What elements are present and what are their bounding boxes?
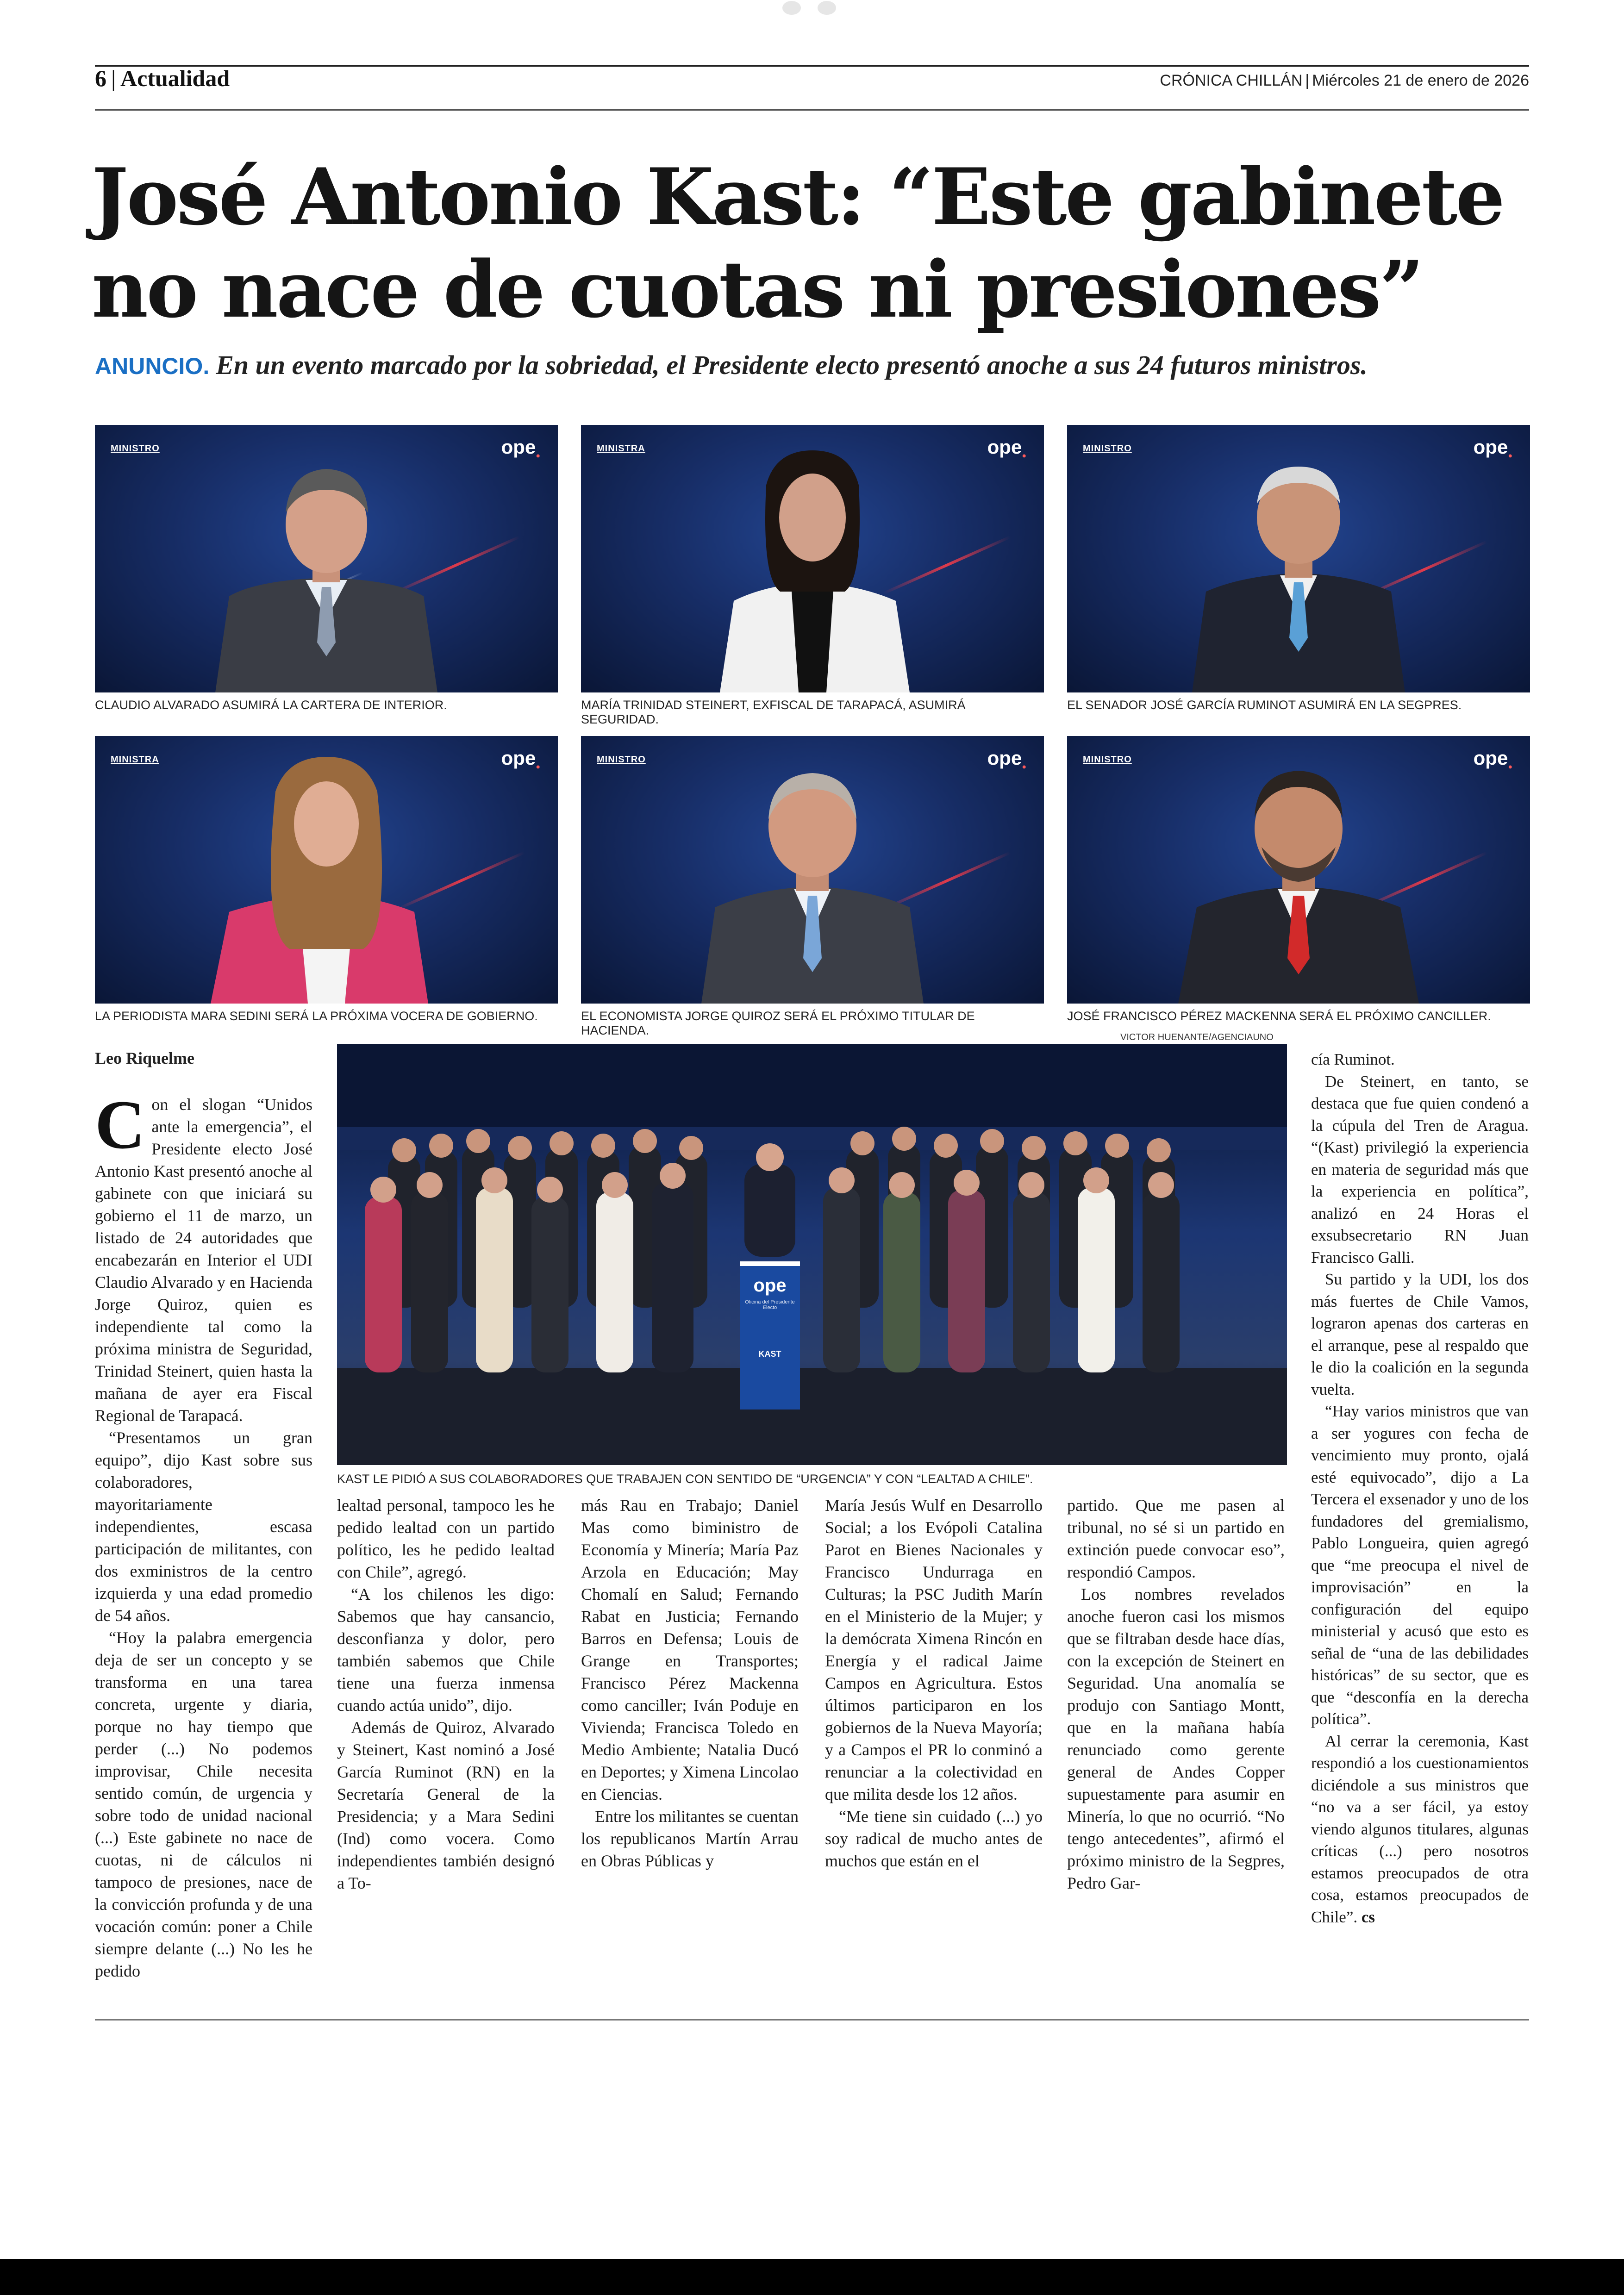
- photo-caption: EL SENADOR JOSÉ GARCÍA RUMINOT ASUMIRÁ EN LA SEGPRES.: [1067, 698, 1462, 712]
- page-number: 6: [95, 65, 106, 91]
- article-paragraph: partido. Que me pasen al tribunal, no sé si un partido en extinción puede convocar eso”, respondió Campos.: [1067, 1496, 1285, 1581]
- ope-logo: ope$_●$: [1473, 747, 1512, 771]
- group-photo-caption: KAST LE PIDIÓ A SUS COLABORADORES QUE TRABAJEN CON SENTIDO DE “URGENCIA” Y CON “LEALTAD A CHILE”.: [337, 1472, 1033, 1486]
- header-rule-bottom: [95, 109, 1529, 111]
- photo-minister-1: [95, 425, 558, 692]
- article-paragraph: lealtad personal, tampoco les he pedido lealtad con un partido político, les he pedido lealtad con Chile”, agregó.: [337, 1496, 555, 1581]
- photo-caption: CLAUDIO ALVARADO ASUMIRÁ LA CARTERA DE INTERIOR.: [95, 698, 447, 712]
- article-paragraph: “A los chilenos les digo: Sabemos que hay cansancio, desconfianza y dolor, pero también sabemos que Chile tiene una fuerza inmensa cuando actúa unido”, dijo.: [337, 1585, 555, 1715]
- portrait-woman: [95, 736, 558, 1004]
- article-column-4: [825, 1494, 1043, 1872]
- role-label: MINISTRO: [1083, 443, 1132, 454]
- header-rule-top: [95, 65, 1529, 67]
- article-paragraph: “Hay varios ministros que van a ser yogures con fecha de vencimiento muy pronto, ojalá esté equivocado”, dijo a La Tercera el exsenador y uno de los fundadores del gremialismo, Pablo Longueira, quien agregó que “me preocupa el nivel de improvisación” en la configuración del equipo ministerial y acusó que esto es señal de “una de las debilidades históricas” de su sector, que es que “desconfía en la derecha política”.: [1311, 1402, 1529, 1728]
- cabinet-group-illustration: [337, 1044, 1287, 1465]
- subheadline: [95, 349, 1368, 380]
- section-header: 6 | Actualidad: [95, 65, 230, 91]
- article-paragraph: Entre los militantes se cuentan los republicanos Martín Arrau en Obras Públicas y: [581, 1807, 799, 1870]
- section-name: Actualidad: [120, 65, 230, 91]
- article-paragraph: Con el slogan “Unidos ante la emergencia”, el Presidente electo José Antonio Kast presentó anoche al gabinete con que iniciará su gobierno el 11 de marzo, un listado de 24 autoridades que encabezarán en Interior el UDI Claudio Alvarado y en Hacienda Jorge Quiroz, quien es independiente tal como la próxima ministra de Seguridad, Trinidad Steinert, quien hasta la mañana de ayer era Fiscal Regional de Tarapacá.: [95, 1086, 312, 1425]
- portrait-man: [95, 425, 558, 692]
- footer-rule: [95, 2019, 1529, 2021]
- article-paragraph: cía Ruminot.: [1311, 1050, 1395, 1068]
- photo-minister-6: [1067, 736, 1530, 1004]
- subhead-tag: ANUNCIO.: [95, 353, 210, 379]
- photo-caption: EL ECONOMISTA JORGE QUIROZ SERÁ EL PRÓXIMO TITULAR DE HACIENDA.: [581, 1009, 975, 1037]
- article-column-2: [337, 1494, 555, 1894]
- portrait-man: [581, 736, 1044, 1004]
- issue-date: Miércoles 21 de enero de 2026: [1312, 72, 1529, 89]
- article-paragraph: Además de Quiroz, Alvarado y Steinert, Kast nominó a José García Ruminot (RN) en la Secretaría General de la Presidencia; y a Mara Sedini (Ind) como vocera. Como independientes también designó a To-: [337, 1718, 555, 1892]
- photo-minister-5: [581, 736, 1044, 1004]
- podium-logo: ope: [753, 1275, 787, 1296]
- photo-caption: JOSÉ FRANCISCO PÉREZ MACKENNA SERÁ EL PRÓXIMO CANCILLER.: [1067, 1009, 1491, 1023]
- photo-caption: LA PERIODISTA MARA SEDINI SERÁ LA PRÓXIMA VOCERA DE GOBIERNO.: [95, 1009, 538, 1023]
- podium-subtitle: Oficina del Presidente Electo: [745, 1299, 795, 1310]
- article-paragraph: De Steinert, en tanto, se destaca que fue quien condenó a la cúpula del Tren de Aragua. “(Kast) privilegió la experiencia en materia de seguridad más que la experiencia en política”, analizó en 24 Horas el exsubsecretario RN Juan Francisco Galli.: [1311, 1072, 1529, 1266]
- ope-logo: ope$_●$: [1473, 436, 1512, 460]
- newspaper-dateline: CRÓNICA CHILLÁN | Miércoles 21 de enero de 2026: [1160, 72, 1529, 89]
- role-label: MINISTRA: [597, 443, 645, 454]
- subhead-text: En un evento marcado por la sobriedad, el Presidente electo presentó anoche a sus 24 futuros ministros.: [216, 350, 1368, 380]
- role-label: MINISTRA: [111, 755, 159, 765]
- drop-cap: C: [95, 1086, 145, 1163]
- article-paragraph: más Rau en Trabajo; Daniel Mas como biministro de Economía y Minería; María Paz Arzola en Educación; May Chomalí en Salud; Fernando Rabat en Justicia; Fernando Barros en Defensa; Louis de Grange en Transportes; Francisco Pérez Mackenna como canciller; Iván Poduje en Vivienda; Francisca Toledo en Medio Ambiente; Natalia Ducó en Deportes; y Ximena Lincolao en Ciencias.: [581, 1496, 799, 1803]
- byline: Leo Riquelme: [95, 1049, 194, 1067]
- photo-minister-2: [581, 425, 1044, 692]
- photo-caption: MARÍA TRINIDAD STEINERT, EXFISCAL DE TARAPACÁ, ASUMIRÁ SEGURIDAD.: [581, 698, 966, 726]
- headline: [92, 150, 1527, 336]
- podium-label: KAST: [758, 1349, 781, 1359]
- bottom-black-bar: [0, 2259, 1624, 2295]
- article-paragraph: “Me tiene sin cuidado (...) yo soy radical de mucho antes de muchos que están en el: [825, 1807, 1043, 1870]
- headline-line-2: no nace de cuotas ni presiones”: [92, 243, 1423, 335]
- photo-minister-4: [95, 736, 558, 1004]
- ope-logo: ope$_●$: [501, 436, 540, 460]
- portrait-man: [1067, 425, 1530, 692]
- article-paragraph: María Jesús Wulf en Desarrollo Social; a los Evópoli Catalina Parot en Bienes Nacionales y Francisco Undurraga en Culturas; la PSC Judith Marín en el Ministerio de la Mujer; y la demócrata Ximena Rincón en Energía y el radical Jaime Campos en Agricultura. Estos últimos participaron en los gobiernos de la Nueva Mayoría; y a Campos el PR lo conminó a renunciar a la colectividad en que milita desde los 12 años.: [825, 1496, 1043, 1803]
- headline-line-1: José Antonio Kast: “Este gabinete: [92, 151, 1504, 243]
- article-column-5: [1067, 1494, 1285, 1894]
- ope-logo: ope$_●$: [501, 747, 540, 771]
- article-paragraph: Los nombres revelados anoche fueron casi los mismos que se filtraban desde hace días, con la excepción de Steinert en Seguridad. Una anomalía se produjo con Santiago Montt, que en la mañana había renunciado como gerente general de Andes Copper supuestamente para asumir en Minería, lo que no ocurrió. “No tengo antecedentes”, afirmó el próximo ministro de la Segpres, Pedro Gar-: [1067, 1585, 1285, 1892]
- kast-figure: [744, 1164, 795, 1257]
- photo-minister-3: [1067, 425, 1530, 692]
- page-indicator-dots: [782, 1, 853, 17]
- article-column-6: [1311, 1048, 1529, 1928]
- article-paragraph: Su partido y la UDI, los dos más fuertes de Chile Vamos, lograron apenas dos carteras en el arranque, pese al respaldo que le dio la coalición en la segunda vuelta.: [1311, 1270, 1529, 1398]
- photo-credit: VICTOR HUENANTE/AGENCIAUNO: [1120, 1032, 1274, 1042]
- ope-logo: ope$_●$: [987, 747, 1026, 771]
- ope-logo: ope$_●$: [987, 436, 1026, 460]
- article-paragraph: “Presentamos un gran equipo”, dijo Kast sobre sus colaboradores, mayoritariamente independientes, escasa participación de militantes, con dos exministros de la centro izquierda y una edad promedio de 54 años.: [95, 1428, 312, 1625]
- role-label: MINISTRO: [1083, 755, 1132, 765]
- end-mark: cs: [1361, 1908, 1375, 1926]
- portrait-woman: [581, 425, 1044, 692]
- article-paragraph: “Hoy la palabra emergencia deja de ser un concepto y se transforma en una tarea concreta, urgente y diaria, porque no hay tiempo que perder (...) No podemos improvisar, Chile necesita sentido común, de urgencia y sobre todo de unidad nacional (...) Este gabinete no nace de cuotas, ni de cálculos ni tampoco de presiones, nace de la convicción profunda y de una vocación común: poner a Chile siempre delante (...) No les he pedido: [95, 1628, 312, 1980]
- article-paragraph: Al cerrar la ceremonia, Kast respondió a los cuestionamientos diciéndole a sus ministros que “no va a ser fácil, ya estoy viendo algunos titulares, algunas críticas (...) pero nosotros estamos preocupados de otra cosa, estamos preocupados de Chile”. cs: [1311, 1732, 1529, 1926]
- group-photo: [337, 1044, 1287, 1465]
- article-column-1: [95, 1086, 312, 1982]
- role-label: MINISTRO: [111, 443, 160, 454]
- article-column-3: [581, 1494, 799, 1872]
- role-label: MINISTRO: [597, 755, 646, 765]
- newspaper-name: CRÓNICA CHILLÁN: [1160, 72, 1303, 89]
- portrait-man: [1067, 736, 1530, 1004]
